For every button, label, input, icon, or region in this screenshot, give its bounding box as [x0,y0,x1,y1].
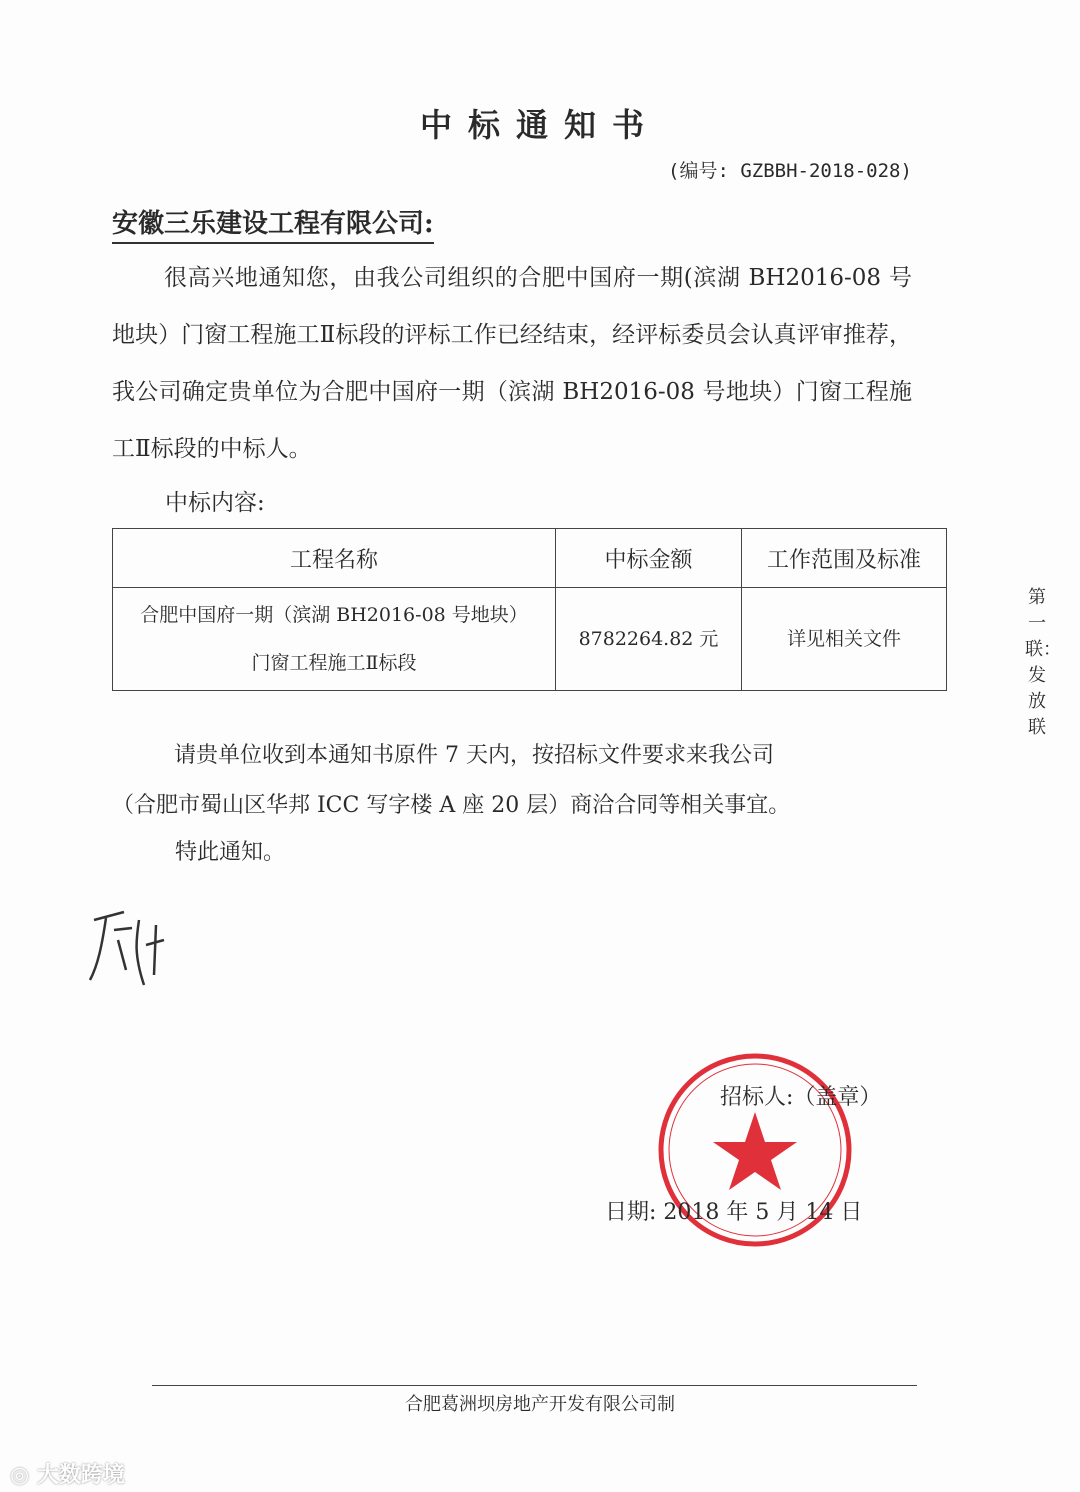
instruction-line1: 请贵单位收到本通知书原件 7 天内，按招标文件要求来我公司 [174,743,774,768]
issuer-label: 招标人:（盖章） [720,1085,882,1110]
table-row [113,588,947,691]
footer-issuer: 合肥葛洲坝房地产开发有限公司制 [405,1394,675,1415]
project-name-line1: 合肥中国府一期（滨湖 BH2016-08 号地块） [140,604,528,626]
document-body [112,250,947,873]
footer-divider [152,1385,917,1386]
issue-date: 日期: 2018 年 5 月 14 日 [605,1200,863,1225]
handwritten-signature [84,900,174,990]
watermark: ◎ 大数跨境 [10,1463,125,1488]
document-number: (编号: GZBBH-2018-028) [668,160,912,182]
document-title: 中标通知书 [419,106,660,144]
closing-notice: 特此通知。 [175,840,286,865]
copy-note: 第一联：发放联 [1025,587,1061,738]
project-name-line2: 门窗工程施工Ⅱ标段 [251,652,417,674]
header-project: 工程名称 [113,529,556,588]
notice-paragraph: 很高兴地通知您，由我公司组织的合肥中国府一期(滨湖 BH2016-08 号地块）门窗工程施工Ⅱ标段的评标工作已经结束，经评标委员会认真评审推荐，我公司确定贵单位为合肥中国府一期（滨湖 BH2016-08 号地块）门窗工程施工Ⅱ标段的中标人。 [112,265,912,462]
header-scope: 工作范围及标准 [742,529,947,588]
scope-cell: 详见相关文件 [742,588,947,691]
content-label: 中标内容: [165,490,265,516]
watermark-text: 大数跨境 [36,1463,125,1488]
instruction-line2: （合肥市蜀山区华邦 ICC 写字楼 A 座 20 层）商洽合同等相关事宜。 [112,793,791,818]
project-name-cell [113,588,556,691]
instruction-paragraph [112,731,912,831]
amount-cell: 8782264.82 元 [556,588,742,691]
table-header-row [113,529,947,588]
header-amount: 中标金额 [556,529,742,588]
award-table [112,528,947,691]
addressee: 安徽三乐建设工程有限公司: [112,203,434,244]
